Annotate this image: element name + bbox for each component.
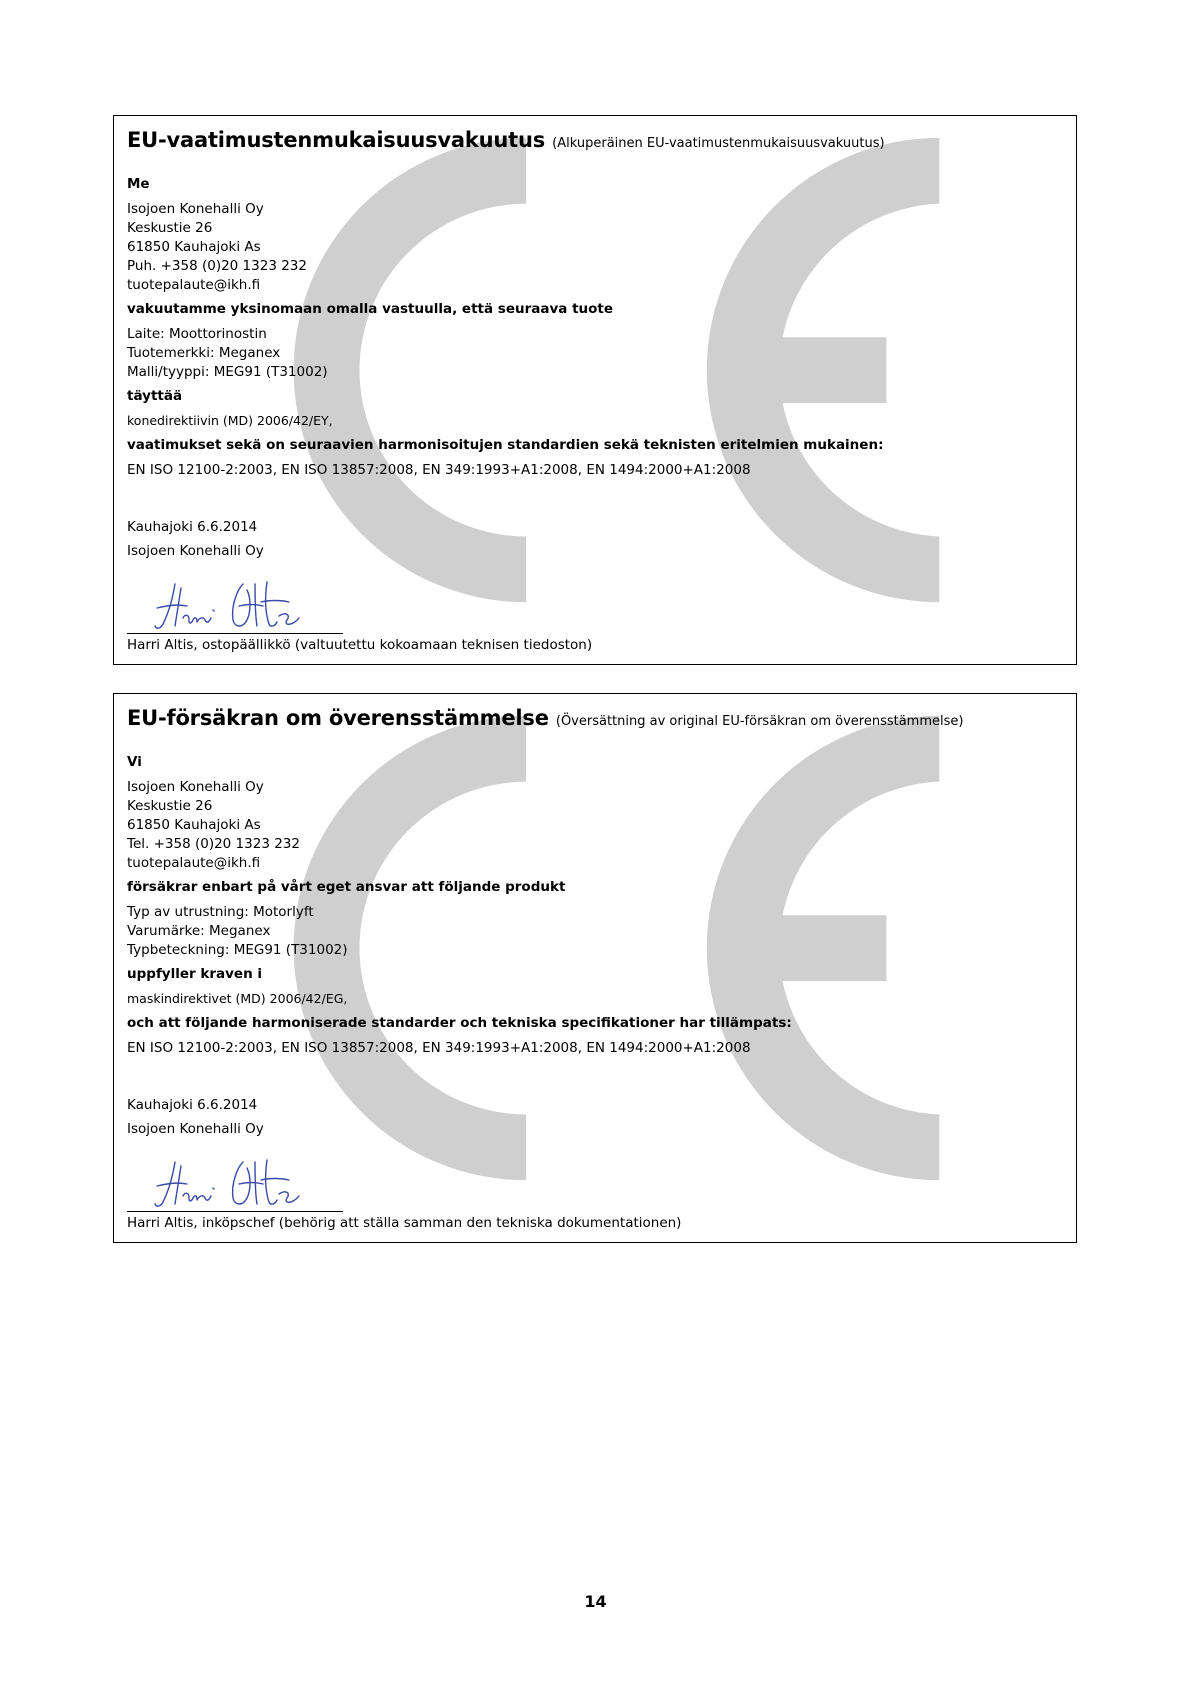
- directive-line: maskindirektivet (MD) 2006/42/EG,: [127, 991, 348, 1006]
- device-line: Typ av utrustning: Motorlyft: [127, 904, 314, 920]
- directive-line: konedirektiivin (MD) 2006/42/EY,: [127, 413, 333, 428]
- email-address: tuotepalaute@ikh.fi: [127, 855, 261, 871]
- responsibility-statement: försäkrar enbart på vårt eget ansvar att följande produkt: [127, 879, 566, 895]
- we-label: Vi: [127, 754, 142, 770]
- company-name: Isojoen Konehalli Oy: [127, 201, 264, 217]
- signatory-name: Harri Altis, ostopäällikkö (valtuutettu kokoamaan teknisen tiedoston): [127, 637, 593, 653]
- model-line: Malli/tyyppi: MEG91 (T31002): [127, 364, 328, 380]
- declaration-subtitle: (Översättning av original EU-försäkran om överensstämmelse): [555, 714, 964, 729]
- we-label: Me: [127, 176, 150, 192]
- company-signature-name: Isojoen Konehalli Oy: [127, 543, 264, 559]
- place-date: Kauhajoki 6.6.2014: [127, 1097, 258, 1113]
- responsibility-statement: vakuutamme yksinomaan omalla vastuulla, että seuraava tuote: [127, 301, 614, 317]
- device-line: Laite: Moottorinostin: [127, 326, 267, 342]
- phone-number: Puh. +358 (0)20 1323 232: [127, 258, 307, 274]
- requirements-statement: vaatimukset sekä on seuraavien harmonisoitujen standardien sekä teknisten eritelmien mukainen:: [127, 437, 884, 453]
- handwritten-signature: [147, 578, 307, 634]
- signature-line: [127, 633, 343, 634]
- signatory-name: Harri Altis, inköpschef (behörig att ställa samman den tekniska dokumentationen): [127, 1215, 682, 1231]
- postal-address: 61850 Kauhajoki As: [127, 239, 261, 255]
- fulfills-label: uppfyller kraven i: [127, 966, 263, 982]
- company-signature-name: Isojoen Konehalli Oy: [127, 1121, 264, 1137]
- brand-line: Varumärke: Meganex: [127, 923, 271, 939]
- street-address: Keskustie 26: [127, 220, 213, 236]
- standards-list: EN ISO 12100-2:2003, EN ISO 13857:2008, EN 349:1993+A1:2008, EN 1494:2000+A1:2008: [127, 462, 751, 478]
- declaration-title: EU-vaatimustenmukaisuusvakuutus (Alkuperäinen EU-vaatimustenmukaisuusvakuutus): [127, 128, 885, 152]
- brand-line: Tuotemerkki: Meganex: [127, 345, 281, 361]
- phone-number: Tel. +358 (0)20 1323 232: [127, 836, 300, 852]
- street-address: Keskustie 26: [127, 798, 213, 814]
- requirements-statement: och att följande harmoniserade standarder och tekniska specifikationer har tillämpats:: [127, 1015, 792, 1031]
- fulfills-label: täyttää: [127, 388, 183, 404]
- handwritten-signature: [147, 1156, 307, 1212]
- model-line: Typbeteckning: MEG91 (T31002): [127, 942, 348, 958]
- company-name: Isojoen Konehalli Oy: [127, 779, 264, 795]
- signature-line: [127, 1211, 343, 1212]
- place-date: Kauhajoki 6.6.2014: [127, 519, 258, 535]
- page-number: 14: [584, 1592, 607, 1611]
- declaration-swedish: [113, 693, 1077, 1243]
- declaration-title: EU-försäkran om överensstämmelse (Översättning av original EU-försäkran om överensstämmelse): [127, 706, 964, 730]
- email-address: tuotepalaute@ikh.fi: [127, 277, 261, 293]
- declaration-finnish: [113, 115, 1077, 665]
- standards-list: EN ISO 12100-2:2003, EN ISO 13857:2008, EN 349:1993+A1:2008, EN 1494:2000+A1:2008: [127, 1040, 751, 1056]
- postal-address: 61850 Kauhajoki As: [127, 817, 261, 833]
- declaration-subtitle: (Alkuperäinen EU-vaatimustenmukaisuusvakuutus): [552, 136, 885, 151]
